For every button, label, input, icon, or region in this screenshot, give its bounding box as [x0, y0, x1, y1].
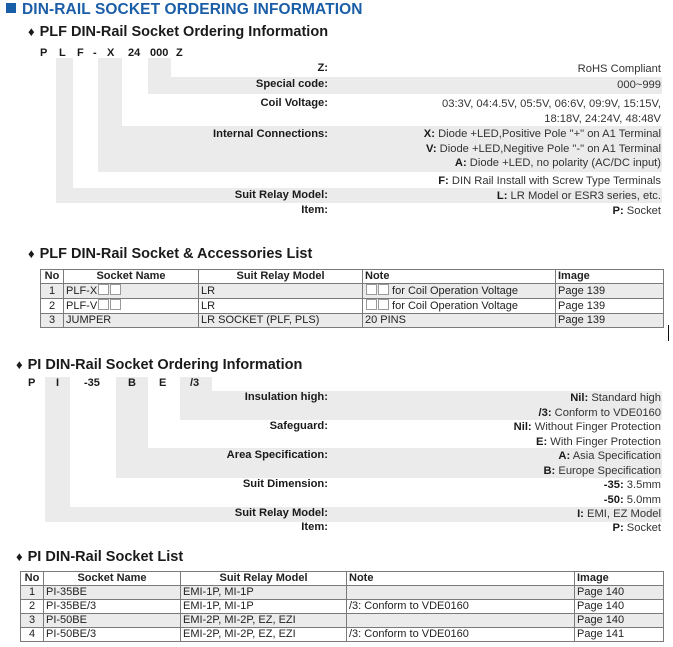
label-suit-relay-model: Suit Relay Model: — [234, 189, 328, 201]
option-x: X: Diode +LED,Positive Pole "+" on A1 Terminal — [423, 128, 661, 140]
value-coil-voltage: 03:3V, 04:4.5V, 05:5V, 06:6V, 09:9V, 15:15V, 18:18V, 24:24V, 48:48V — [442, 98, 661, 125]
value-special-code: 000~999 — [617, 79, 661, 91]
value-item: P: Socket — [612, 522, 661, 534]
band-i — [45, 377, 70, 522]
band-special — [148, 77, 662, 94]
placeholder-box-icon — [378, 284, 389, 295]
table-row: 1 PLF-X LR for Coil Operation Voltage Page 139 — [41, 284, 664, 299]
placeholder-box-icon — [366, 284, 377, 295]
value-insulation-high: Nil: Standard high /3: Conform to VDE0160 — [538, 392, 661, 419]
value-suit-relay-model: L: LR Model or ESR3 series, etc. — [496, 190, 661, 202]
col-suit-relay-model: Suit Relay Model — [199, 270, 363, 284]
table-header-row — [41, 270, 664, 284]
placeholder-box-icon — [98, 299, 109, 310]
code-part: -35 — [84, 377, 100, 389]
col-socket-name: Socket Name — [44, 572, 181, 586]
value-internal-connections — [424, 127, 661, 171]
code-part: B — [128, 377, 136, 389]
label-item: Item: — [301, 521, 328, 533]
table-row: 4 PI-50BE/3 EMI-2P, MI-2P, EZ, EZI /3: Conform to VDE0160 Page 141 — [21, 628, 664, 642]
plf-list-heading: ♦ PLF DIN-Rail Socket & Accessories List — [28, 246, 313, 262]
text-cursor — [668, 325, 669, 341]
value-safeguard: Nil: Without Finger Protection E: With Finger Protection — [513, 421, 661, 448]
diamond-bullet-icon: ♦ — [28, 246, 35, 261]
pi-ordering-heading: ♦ PI DIN-Rail Socket Ordering Information — [16, 357, 303, 373]
diamond-bullet-icon: ♦ — [16, 357, 23, 372]
code-part: 000 — [150, 47, 169, 59]
label-coil-voltage: Coil Voltage: — [260, 97, 328, 109]
code-part: E — [159, 377, 167, 389]
label-safeguard: Safeguard: — [269, 420, 328, 432]
label-suit-dimension: Suit Dimension: — [242, 478, 328, 490]
label-internal-connections: Internal Connections: — [213, 128, 328, 140]
placeholder-box-icon — [98, 284, 109, 295]
option-a: A: Diode +LED, no polarity (AC/DC input) — [454, 157, 661, 169]
square-bullet-icon — [6, 3, 16, 13]
pi-list-heading: ♦ PI DIN-Rail Socket List — [16, 549, 184, 565]
code-part: P — [40, 47, 48, 59]
code-part: X — [107, 47, 115, 59]
col-socket-name: Socket Name — [64, 270, 199, 284]
placeholder-box-icon — [378, 299, 389, 310]
code-part: Z — [176, 47, 183, 59]
col-no: No — [21, 572, 44, 586]
value-install-type: F: DIN Rail Install with Screw Type Terminals — [438, 175, 661, 187]
option-v: V: Diode +LED,Negitive Pole "-" on A1 Terminal — [425, 142, 661, 155]
code-part: 24 — [128, 47, 141, 59]
value-area-specification: A: Asia Specification B: Europe Specification — [543, 450, 661, 477]
band-l — [56, 58, 73, 203]
table-row: 1 PI-35BE EMI-1P, MI-1P Page 140 — [21, 586, 664, 600]
page-title: DIN-RAIL SOCKET ORDERING INFORMATION — [6, 1, 363, 19]
label-area-specification: Area Specification: — [226, 449, 328, 461]
value-item: P: Socket — [612, 205, 661, 217]
pi-list-table — [20, 571, 664, 642]
diamond-bullet-icon: ♦ — [28, 24, 35, 39]
code-part: F — [77, 47, 84, 59]
label-z: Z: — [317, 62, 328, 74]
diamond-bullet-icon: ♦ — [16, 549, 23, 564]
table-row: 3 JUMPER LR SOCKET (PLF, PLS) 20 PINS Page 139 — [41, 314, 664, 328]
label-suit-relay-model: Suit Relay Model: — [234, 507, 328, 519]
label-insulation-high: Insulation high: — [244, 391, 328, 403]
code-part: P — [28, 377, 36, 389]
col-suit-relay-model: Suit Relay Model — [181, 572, 347, 586]
value-suit-dimension: -35: 3.5mm -50: 5.0mm — [603, 479, 661, 506]
plf-list-table — [40, 269, 664, 328]
code-part: L — [59, 47, 66, 59]
col-note: Note — [363, 270, 556, 284]
placeholder-box-icon — [110, 284, 121, 295]
table-row: 3 PI-50BE EMI-2P, MI-2P, EZ, EZI Page 140 — [21, 614, 664, 628]
col-image: Image — [556, 270, 664, 284]
label-item: Item: — [301, 204, 328, 216]
table-row: 2 PI-35BE/3 EMI-1P, MI-1P /3: Conform to VDE0160 Page 140 — [21, 600, 664, 614]
placeholder-box-icon — [366, 299, 377, 310]
label-special-code: Special code: — [255, 78, 328, 90]
code-part: /3 — [190, 377, 200, 389]
table-header-row — [21, 572, 664, 586]
band-suit-relay — [45, 507, 662, 522]
table-row: 2 PLF-V LR for Coil Operation Voltage Page 139 — [41, 299, 664, 314]
col-note: Note — [347, 572, 575, 586]
plf-ordering-heading: ♦ PLF DIN-Rail Socket Ordering Information — [28, 24, 329, 40]
code-part: I — [56, 377, 60, 389]
placeholder-box-icon — [110, 299, 121, 310]
value-suit-relay-model: I: EMI, EZ Model — [577, 508, 661, 520]
col-image: Image — [575, 572, 664, 586]
code-part: - — [93, 47, 97, 59]
col-no: No — [41, 270, 64, 284]
value-z: RoHS Compliant — [577, 63, 661, 75]
